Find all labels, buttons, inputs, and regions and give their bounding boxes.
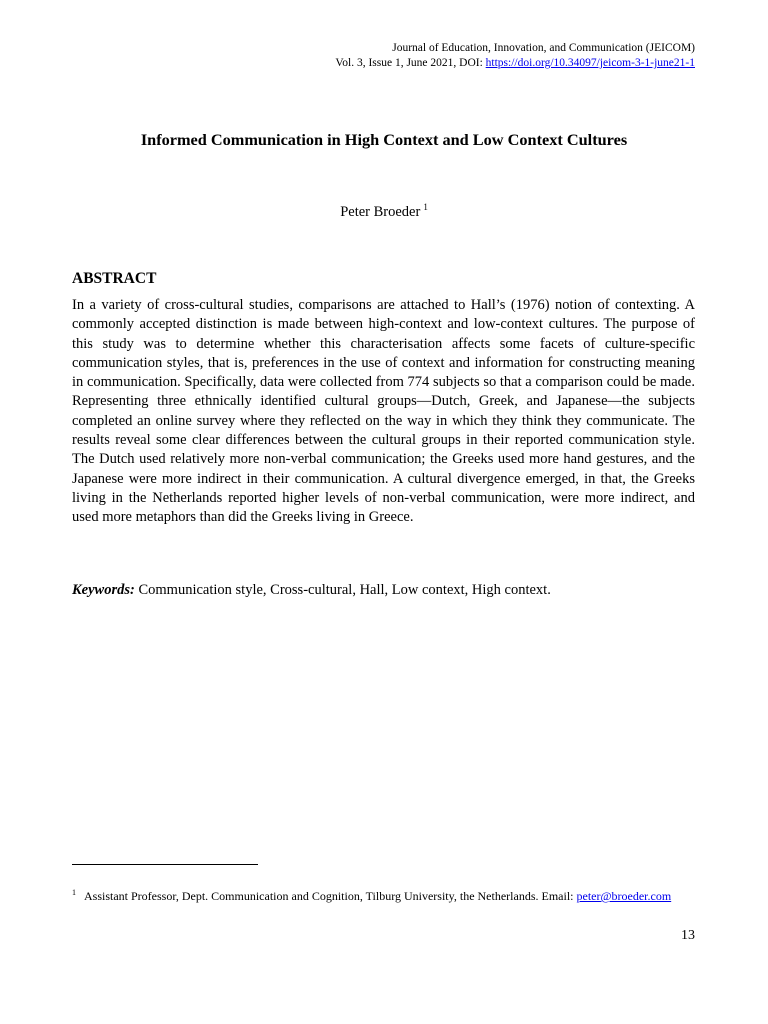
footnote-divider xyxy=(72,864,258,865)
author-line xyxy=(0,202,768,221)
keywords-line xyxy=(72,582,695,599)
page-number: 13 xyxy=(681,928,695,943)
issue-line xyxy=(335,56,695,71)
author-name: Peter Broeder xyxy=(340,204,421,220)
footnote-marker: 1 xyxy=(72,888,76,897)
footnote xyxy=(72,885,695,905)
abstract-heading: ABSTRACT xyxy=(72,270,157,287)
author-email-link[interactable]: peter@broeder.com xyxy=(576,889,672,903)
journal-line: Journal of Education, Innovation, and Communication (JEICOM) xyxy=(392,42,695,54)
author-footnote-marker[interactable]: 1 xyxy=(423,202,428,212)
running-header xyxy=(335,41,695,71)
keywords-label: Keywords: xyxy=(72,582,135,598)
footnote-text: Assistant Professor, Dept. Communication and Cognition, Tilburg University, the Netherlands. Email: xyxy=(84,889,577,903)
abstract-body: In a variety of cross-cultural studies, comparisons are attached to Hall’s (1976) notion of contexting. A commonly accepted distinction is made between high-context and low-context cultures. The purpose of this study was to determine whether this characterisation affects some facets of culture-specific communication styles, that is, preferences in the use of context and information for constructing meaning in communication. Specifically, data were collected from 774 subjects so that a comparison could be made. Representing three ethnically identified cultural groups—Dutch, Greek, and Japanese—the subjects completed an online survey where they reflected on the way in which they think they communicate. The results reveal some clear differences between the cultural groups in their reported communication style. The Dutch used relatively more non-verbal communication; the Greeks used more hand gestures, and the Japanese were more indirect in their communication. A cultural divergence emerged, in that, the Greeks living in the Netherlands reported higher levels of non-verbal communication, were more indirect, and used more metaphors than did the Greeks living in Greece. xyxy=(72,297,695,526)
keywords-text: Communication style, Cross-cultural, Hall, Low context, High context. xyxy=(134,582,551,598)
issue-prefix: Vol. 3, Issue 1, June 2021, DOI: xyxy=(335,57,486,69)
doi-link[interactable]: https://doi.org/10.34097/jeicom-3-1-june21-1 xyxy=(485,57,695,69)
paper-title: Informed Communication in High Context and Low Context Cultures xyxy=(140,130,628,149)
